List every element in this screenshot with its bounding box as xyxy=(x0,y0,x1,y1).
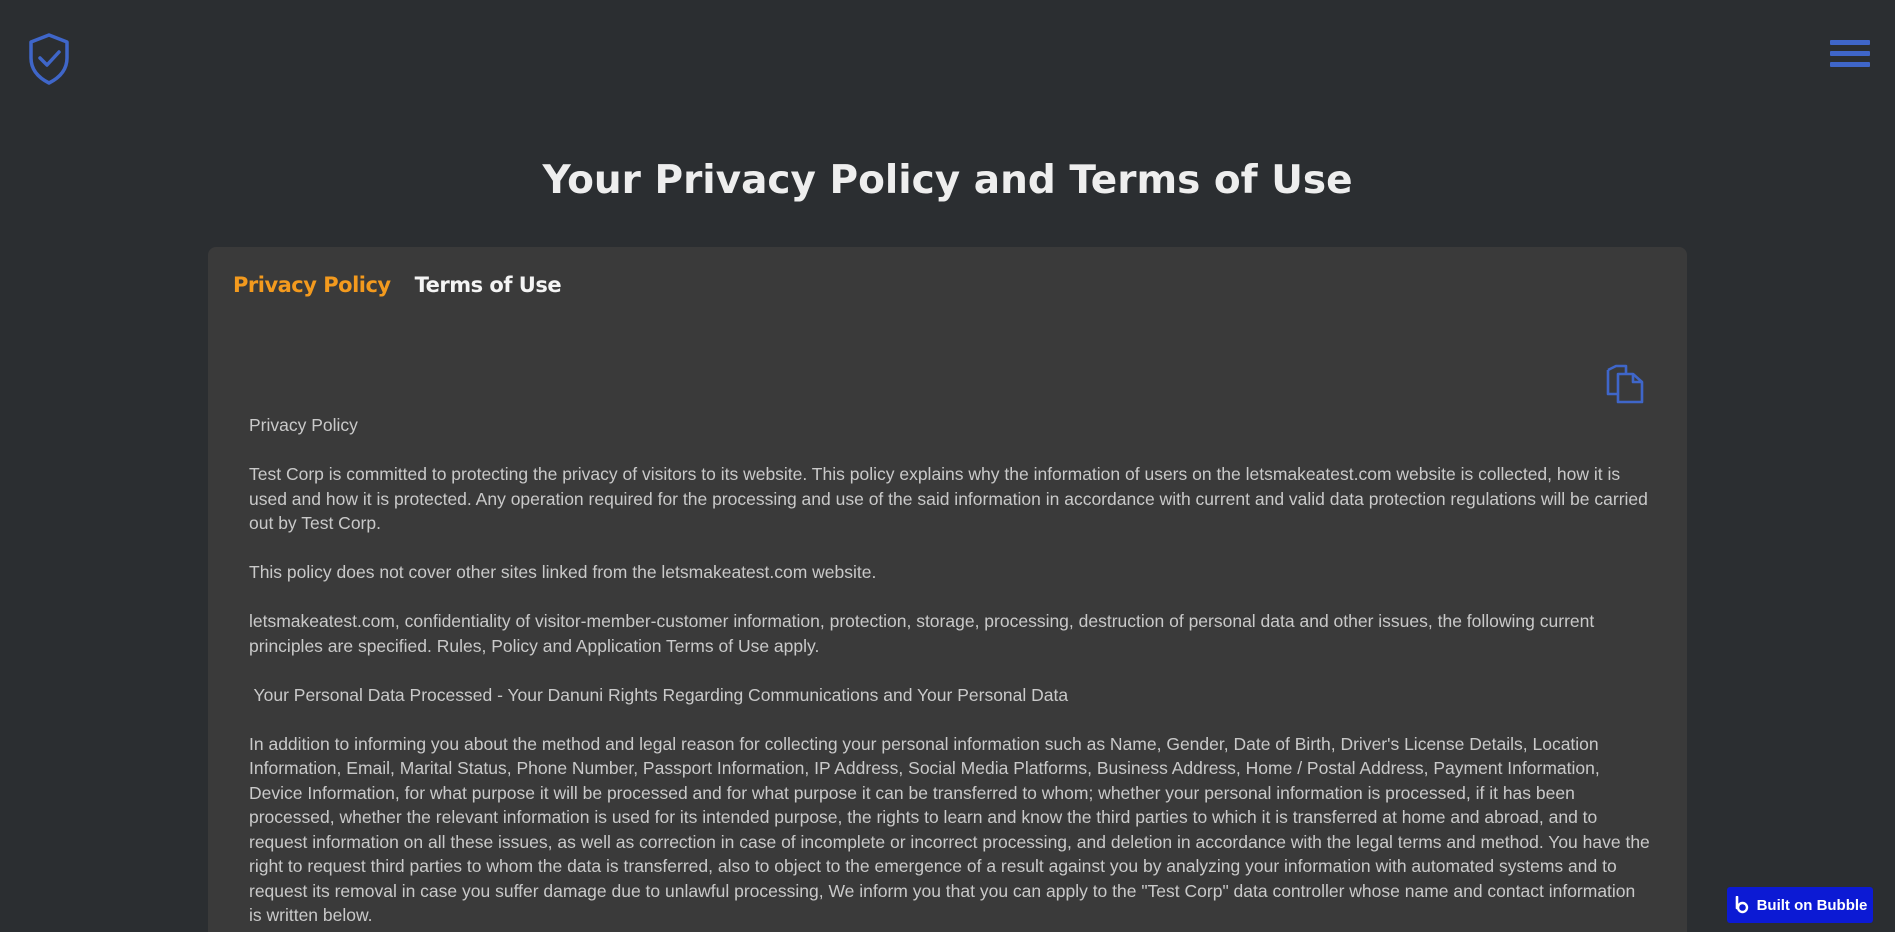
hamburger-menu-icon[interactable] xyxy=(1830,40,1870,76)
policy-subheading: Your Personal Data Processed - Your Danuni Rights Regarding Communications and Your Personal Data xyxy=(249,684,1069,705)
tab-terms-of-use[interactable]: Terms of Use xyxy=(414,273,562,297)
policy-paragraph: Test Corp is committed to protecting the privacy of visitors to its website. This policy explains why the information of users on the letsmakeatest.com website is collected, how it is used and how it is protected. Any operation required for the processing and use of the said information in accordance with current and valid data protection regulations will be carried out by Test Corp. xyxy=(249,464,1648,533)
page-title: Your Privacy Policy and Terms of Use xyxy=(542,158,1353,203)
badge-label: Built on Bubble xyxy=(1756,896,1868,914)
menu-bar xyxy=(1830,62,1870,67)
policy-paragraph: letsmakeatest.com, confidentiality of visitor-member-customer information, protection, storage, processing, destruction of personal data and other issues, the following current principles are specified. Rules, Policy and Application Terms of Use apply. xyxy=(249,611,1595,656)
menu-bar xyxy=(1830,51,1870,56)
built-on-bubble-badge[interactable] xyxy=(1727,887,1873,923)
policy-heading: Privacy Policy xyxy=(249,415,358,435)
tab-privacy-policy[interactable]: Privacy Policy xyxy=(233,273,391,297)
policy-content xyxy=(249,413,1651,932)
shield-check-icon[interactable] xyxy=(26,32,72,86)
copy-icon[interactable] xyxy=(1605,364,1645,404)
policy-paragraph: This policy does not cover other sites linked from the letsmakeatest.com website. xyxy=(249,562,877,582)
bubble-logo-icon xyxy=(1733,896,1751,914)
policy-paragraph: In addition to informing you about the method and legal reason for collecting your personal information such as Name, Gender, Date of Birth, Driver's License Details, Location Information, Email, Marital Status, Phone Number, Passport Information, IP Address, Social Media Platforms, Business Address, Home / Postal Address, Payment Information, Device Information, for what purpose it will be processed and for what purpose it can be transferred to whom; whether your personal information is processed, if it has been processed, whether the relevant information is used for its intended purpose, the rights to learn and know the third parties to which it is transferred at home and abroad, and to request information on all these issues, as well as correction in case of incomplete or incorrect processing, and deletion in accordance with the legal terms and method. You have the right to request third parties to whom the data is transferred, also to object to the emergence of a result against you by analyzing your information with automated systems and to request its removal in case you suffer damage due to unlawful processing, We inform you that you can apply to the "Test Corp" data controller whose name and contact information is written below. xyxy=(249,733,1650,925)
tab-bar xyxy=(233,273,561,297)
policy-card xyxy=(208,247,1687,932)
menu-bar xyxy=(1830,40,1870,45)
